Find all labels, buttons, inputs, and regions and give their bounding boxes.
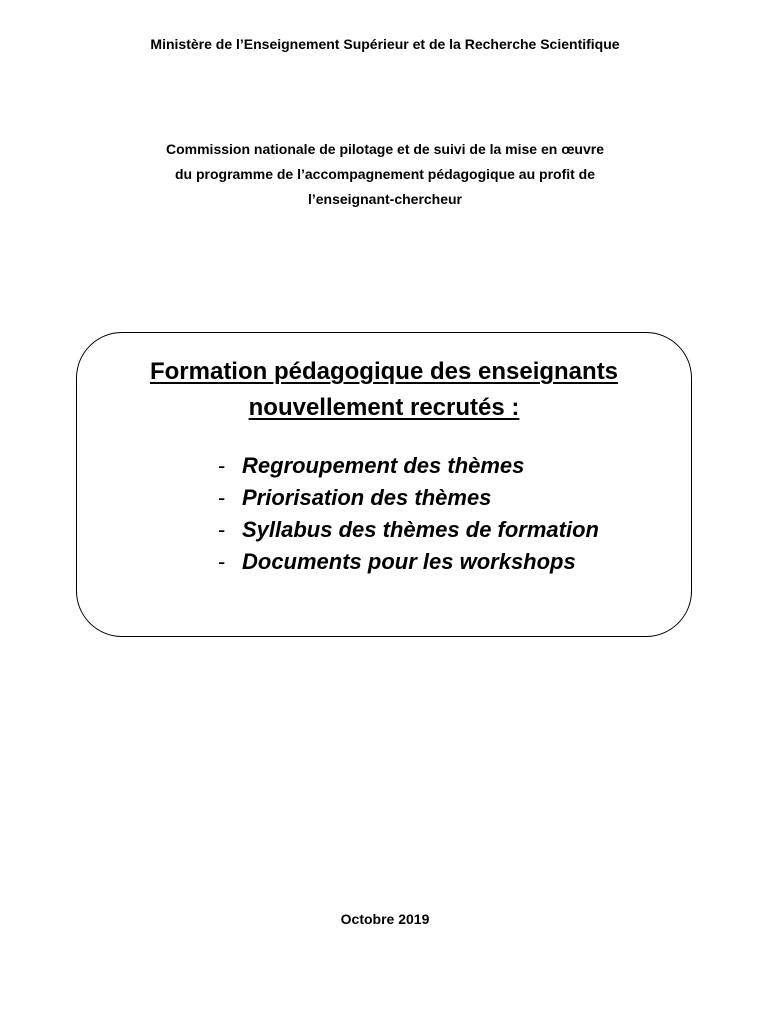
commission-line: l’enseignant-chercheur (307, 191, 463, 207)
list-item-label: Syllabus des thèmes de formation (242, 517, 599, 542)
title-line: nouvellement recrutés : (248, 394, 520, 421)
list-item (218, 482, 599, 514)
commission-block (0, 137, 770, 212)
list-item-label: Regroupement des thèmes (242, 453, 525, 478)
commission-line: du programme de l’accompagnement pédagogique au profit de (174, 166, 596, 182)
topic-list (218, 450, 599, 578)
bullet-dash: - (218, 517, 226, 542)
document-title (76, 354, 692, 426)
bullet-dash: - (218, 453, 226, 478)
list-item-label: Documents pour les workshops (242, 549, 576, 574)
title-line: Formation pédagogique des enseignants (149, 358, 619, 385)
bullet-dash: - (218, 549, 226, 574)
list-item (218, 514, 599, 546)
commission-line: Commission nationale de pilotage et de suivi de la mise en œuvre (166, 141, 604, 157)
list-item (218, 546, 599, 578)
list-item (218, 450, 599, 482)
bullet-dash: - (218, 485, 226, 510)
document-date: Octobre 2019 (340, 911, 430, 927)
list-item-label: Priorisation des thèmes (242, 485, 492, 510)
ministry-header: Ministère de l’Enseignement Supérieur et de la Recherche Scientifique (150, 36, 620, 52)
